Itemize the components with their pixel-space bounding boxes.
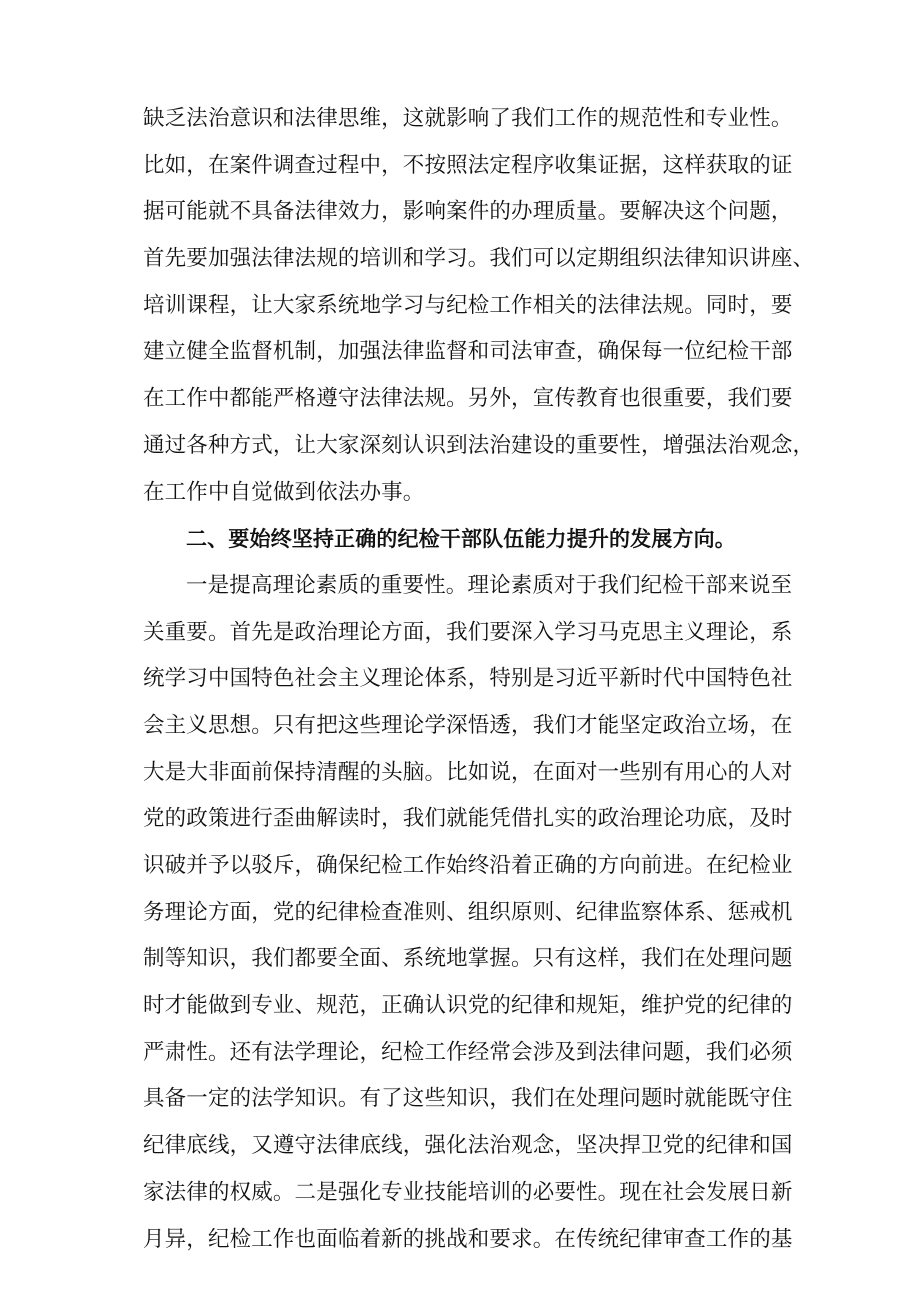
paragraph-first-line: 一是提高理论素质的重要性。理论素质对于我们纪检干部来说至 xyxy=(186,572,793,598)
text-line: 党的政策进行歪曲解读时，我们就能凭借扎实的政治理论功底，及时 xyxy=(143,806,793,832)
text-line: 具备一定的法学知识。有了这些知识，我们在处理问题时就能既守住 xyxy=(143,1086,793,1112)
document-body xyxy=(143,96,815,1263)
text-line: 在工作中都能严格遵守法律法规。另外，宣传教育也很重要，我们要 xyxy=(143,386,793,412)
text-line: 据可能就不具备法律效力，影响案件的办理质量。要解决这个问题， xyxy=(143,199,793,225)
text-line: 家法律的权威。二是强化专业技能培训的必要性。现在社会发展日新 xyxy=(143,1179,793,1205)
text-line: 统学习中国特色社会主义理论体系，特别是习近平新时代中国特色社 xyxy=(143,666,793,692)
text-line: 月异，纪检工作也面临着新的挑战和要求。在传统纪律审查工作的基 xyxy=(143,1226,793,1252)
section-heading: 二、要始终坚持正确的纪检干部队伍能力提升的发展方向。 xyxy=(186,527,736,552)
text-line: 识破并予以驳斥，确保纪检工作始终沿着正确的方向前进。在纪检业 xyxy=(143,853,793,878)
text-line: 缺乏法治意识和法律思维，这就影响了我们工作的规范性和专业性。 xyxy=(143,106,793,131)
text-line: 关重要。首先是政治理论方面，我们要深入学习马克思主义理论，系 xyxy=(143,619,793,645)
text-line: 时才能做到专业、规范，正确认识党的纪律和规矩，维护党的纪律的 xyxy=(143,993,793,1019)
text-line: 会主义思想。只有把这些理论学深悟透，我们才能坚定政治立场，在 xyxy=(143,712,793,738)
text-line: 务理论方面，党的纪律检查准则、组织原则、纪律监察体系、惩戒机 xyxy=(143,899,793,925)
text-line: 制等知识，我们都要全面、系统地掌握。只有这样，我们在处理问题 xyxy=(143,946,793,972)
text-line: 比如，在案件调查过程中，不按照法定程序收集证据，这样获取的证 xyxy=(143,152,793,178)
text-line: 在工作中自觉做到依法办事。 xyxy=(143,479,425,505)
text-line: 首先要加强法律法规的培训和学习。我们可以定期组织法律知识讲座、 xyxy=(143,246,815,272)
text-line: 纪律底线，又遵守法律底线，强化法治观念，坚决捍卫党的纪律和国 xyxy=(143,1133,793,1159)
text-line: 通过各种方式，让大家深刻认识到法治建设的重要性，增强法治观念， xyxy=(143,432,815,458)
text-line: 建立健全监督机制，加强法律监督和司法审查，确保每一位纪检干部 xyxy=(143,339,793,365)
text-line: 大是大非面前保持清醒的头脑。比如说，在面对一些别有用心的人对 xyxy=(143,759,793,785)
text-line: 培训课程，让大家系统地学习与纪检工作相关的法律法规。同时，要 xyxy=(143,292,793,318)
text-line: 严肃性。还有法学理论，纪检工作经常会涉及到法律问题，我们必须 xyxy=(143,1039,793,1065)
